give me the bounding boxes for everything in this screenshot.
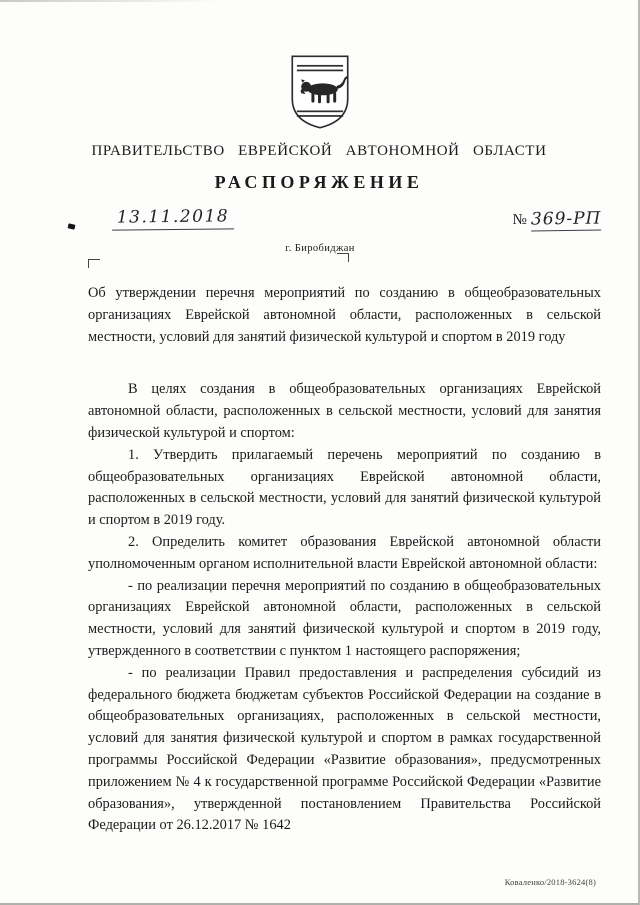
body-paragraph-3: 2. Определить комитет образования Еврейской автономной области уполномоченным органом исполнительной власти Еврейской автономной области: [88,533,601,572]
corner-mark-right [337,253,349,262]
body-paragraph-5: - по реализации Правил предоставления и распределения субсидий из федерального бюджета бюджетам субъектов Российской Федерации на создание в общеобразовательных организациях, расположенных в сельской местности, условий для занятия физической культурой и спортом в рамках государственной программы Российской Федерации «Развитие образования», предусмотренных приложением № 4 к государственной программе Российской Федерации «Развитие образования», утвержденной постановлением Правительства Российской Федерации от 26.12.2017 № 1642 [88,664,601,834]
document-body [88,283,601,837]
tiger-shield-emblem [287,52,353,132]
issuing-authority-name: ПРАВИТЕЛЬСТВО ЕВРЕЙСКОЙ АВТОНОМНОЙ ОБЛАСТИ [91,143,547,159]
handwritten-date: 13.11.2018 [112,206,234,230]
coat-of-arms-icon [287,52,353,132]
scan-edge-artifact [0,0,638,2]
footer-reference: Коваленко/2018-3624(8) [504,877,596,887]
document-number [512,209,601,231]
punch-mark [68,223,76,229]
place-name: г. Биробиджан [285,243,355,254]
body-paragraph-2: 1. Утвердить прилагаемый перечень мероприятий по созданию в общеобразовательных организациях Еврейской автономной области, расположенных в сельской местности, условий для занятий физической культурой и спортом в 2019 году. [88,446,601,529]
document-type-title: РАСПОРЯЖЕНИЕ [214,172,424,192]
date-number-row [88,207,601,235]
handwritten-number: 369-РП [530,208,602,230]
corner-mark-left [88,259,100,268]
body-paragraph-1: В целях создания в общеобразовательных организациях Еврейской автономной области, расположенных в сельской местности, условий для занятия физической культурой и спортом: [88,381,601,441]
subject-paragraph: Об утверждении перечня мероприятий по созданию в общеобразовательных организациях Еврейской автономной области, расположенных в сельской местности, условий для занятий физической культурой и спортом в 2019 году [88,285,601,345]
number-sign-label: № [512,212,527,228]
body-paragraph-4: - по реализации перечня мероприятий по созданию в общеобразовательных организациях Еврейской автономной области, расположенных в сельской местности, условий для занятий физической культурой и спортом в 2019 году, утвержденного в соответствии с пунктом 1 настоящего распоряжения; [88,577,601,659]
